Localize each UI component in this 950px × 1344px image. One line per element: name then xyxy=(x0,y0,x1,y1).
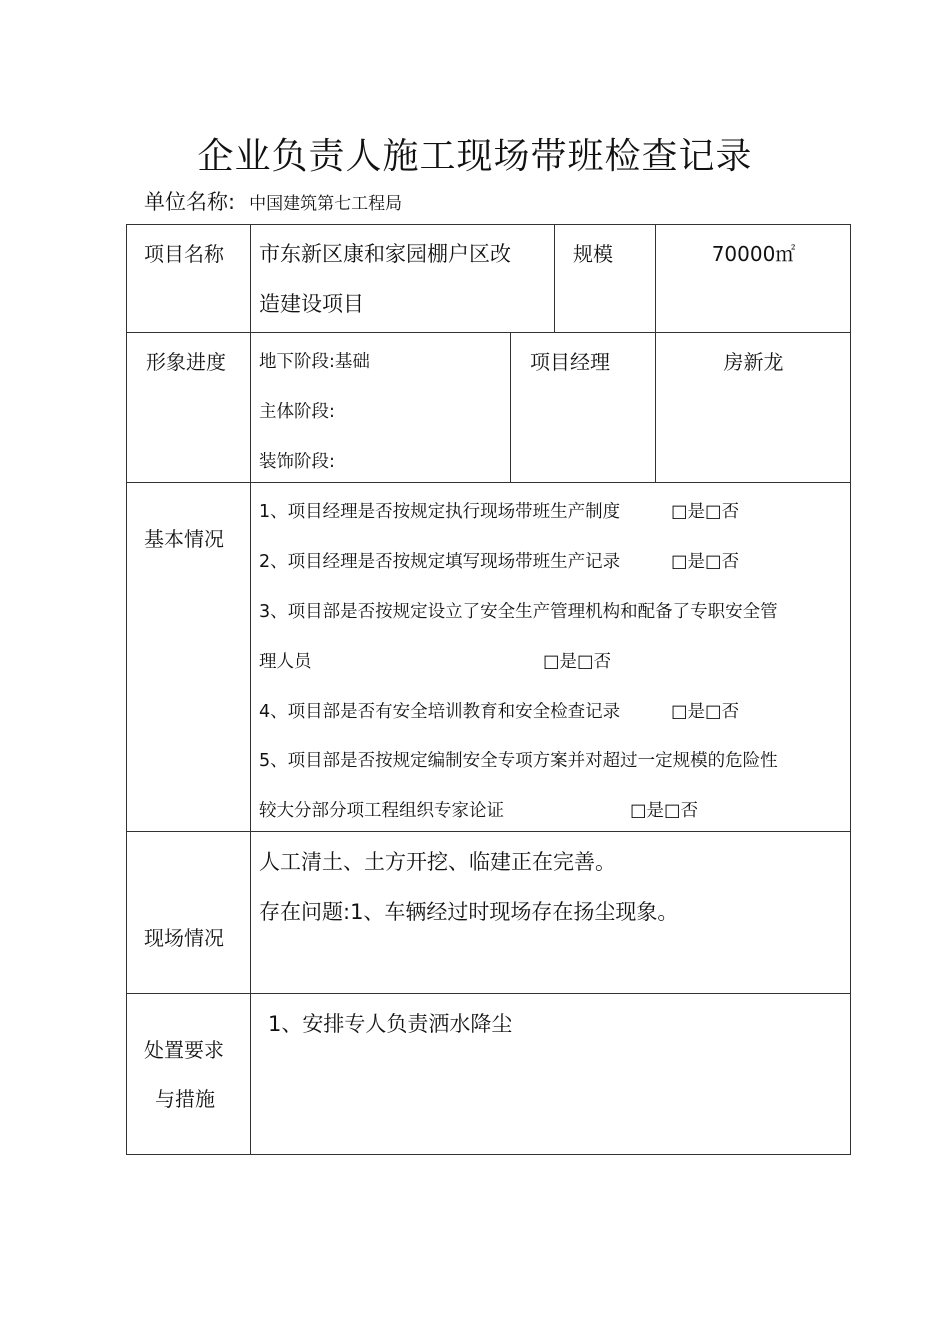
document-title: 企业负责人施工现场带班检查记录 xyxy=(197,136,753,177)
stage-underground: 地下阶段:基础 xyxy=(259,352,370,372)
measures-label-line1: 处置要求 xyxy=(144,1038,224,1062)
scale-value: 70000㎡ xyxy=(711,242,796,266)
site-situation-line1: 人工清土、土方开挖、临建正在完善。 xyxy=(259,850,616,874)
row2-divider-a xyxy=(510,332,511,482)
check-item-2-options: □是□否 xyxy=(671,552,740,572)
progress-label: 形象进度 xyxy=(146,350,226,374)
check-item-5-options: □是□否 xyxy=(630,801,699,821)
unit-value: 中国建筑第七工程局 xyxy=(249,194,403,214)
measures-label-line2: 与措施 xyxy=(155,1087,215,1111)
check-item-3-line1: 3、项目部是否按规定设立了安全生产管理机构和配备了专职安全管 xyxy=(259,602,778,622)
check-item-1-options: □是□否 xyxy=(671,502,740,522)
row-divider-4 xyxy=(126,993,851,994)
project-name-label: 项目名称 xyxy=(144,242,224,266)
check-item-1: 1、项目经理是否按规定执行现场带班生产制度 xyxy=(259,502,621,522)
measures-line1: 1、安排专人负责洒水降尘 xyxy=(268,1012,513,1036)
check-item-4-options: □是□否 xyxy=(671,702,740,722)
project-manager-value: 房新龙 xyxy=(723,350,784,374)
unit-line xyxy=(144,186,402,216)
basic-situation-label: 基本情况 xyxy=(144,527,224,551)
check-item-2: 2、项目经理是否按规定填写现场带班生产记录 xyxy=(259,552,621,572)
project-manager-label: 项目经理 xyxy=(530,350,610,374)
row1-divider-a xyxy=(554,224,555,332)
unit-label: 单位名称: xyxy=(144,190,236,214)
row-divider-1 xyxy=(126,332,851,333)
check-item-3-line2: 理人员 xyxy=(259,652,312,672)
check-item-5-line2: 较大分部分项工程组织专家论证 xyxy=(259,801,504,821)
check-item-5-line1: 5、项目部是否按规定编制安全专项方案并对超过一定规模的危险性 xyxy=(259,751,778,771)
scale-label: 规模 xyxy=(573,242,613,266)
site-situation-line2: 存在问题:1、车辆经过时现场存在扬尘现象。 xyxy=(259,900,679,924)
site-situation-label: 现场情况 xyxy=(144,926,224,950)
row-divider-3 xyxy=(126,831,851,832)
project-name-line1: 市东新区康和家园棚户区改 xyxy=(259,242,511,266)
label-column-divider xyxy=(250,224,251,1155)
check-item-3-options: □是□否 xyxy=(543,652,612,672)
stage-main-body: 主体阶段: xyxy=(259,402,335,422)
project-name-line2: 造建设项目 xyxy=(259,292,364,316)
row-divider-2 xyxy=(126,482,851,483)
stage-decoration: 装饰阶段: xyxy=(259,452,335,472)
check-item-4: 4、项目部是否有安全培训教育和安全检查记录 xyxy=(259,702,621,722)
